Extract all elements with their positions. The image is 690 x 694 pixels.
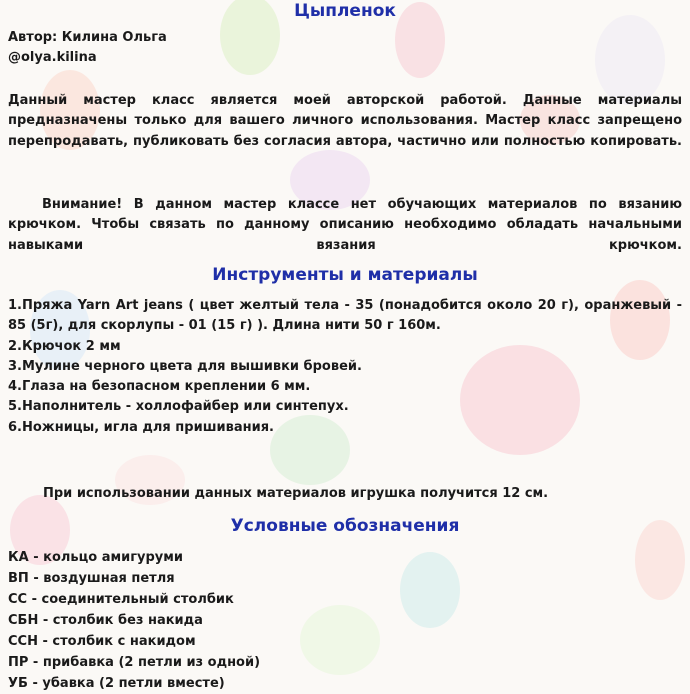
legend-item: ВП - воздушная петля — [8, 571, 175, 586]
materials-list — [8, 296, 682, 438]
disclaimer-paragraph: Данный мастер класс является моей авторской работой. Данные материалы предназначены только для вашего личного использования. Мастер класс запрещено перепродавать, публиковать без согласия автора, частично или полностью копировать. — [8, 93, 682, 149]
materials-heading: Инструменты и материалы — [212, 265, 478, 285]
legend-item: КА - кольцо амигуруми — [8, 550, 184, 565]
materials-item: 3.Мулине черного цвета для вышивки бровей. — [8, 358, 362, 374]
materials-item: 4.Глаза на безопасном креплении 6 мм. — [8, 379, 311, 395]
size-note: При использовании данных материалов игрушка получится 12 см. — [43, 486, 549, 501]
legend-item: УБ - убавка (2 петли вместе) — [8, 676, 225, 691]
materials-item: 2.Крючок 2 мм — [8, 338, 121, 354]
warning-paragraph: Внимание! В данном мастер классе нет обучающих материалов по вязанию крючком. Чтобы связать по данному описанию необходимо обладать начальными навыками вязания крючком. — [8, 197, 682, 253]
author-name: Автор: Килина Ольга — [8, 30, 167, 45]
legend-item: СБН - столбик без накида — [8, 613, 203, 628]
author-handle: @olya.kilina — [8, 50, 97, 65]
legend-item: СС - соединительный столбик — [8, 592, 234, 607]
materials-item: 1.Пряжа Yarn Art jeans ( цвет желтый тела - 35 (понадобится около 20 г), оранжевый - 85 (5г), для скорлупы - 01 (15 г) ). Длина нити 50 г 160м. — [8, 298, 682, 334]
legend-list — [8, 547, 682, 694]
legend-item: ССН - столбик с накидом — [8, 634, 196, 649]
materials-item: 5.Наполнитель - холлофайбер или синтепух. — [8, 399, 349, 415]
materials-item: 6.Ножницы, игла для пришивания. — [8, 419, 274, 435]
document-title: Цыпленок — [294, 1, 396, 21]
legend-heading: Условные обозначения — [230, 516, 460, 536]
legend-item: ПР - прибавка (2 петли из одной) — [8, 655, 261, 670]
